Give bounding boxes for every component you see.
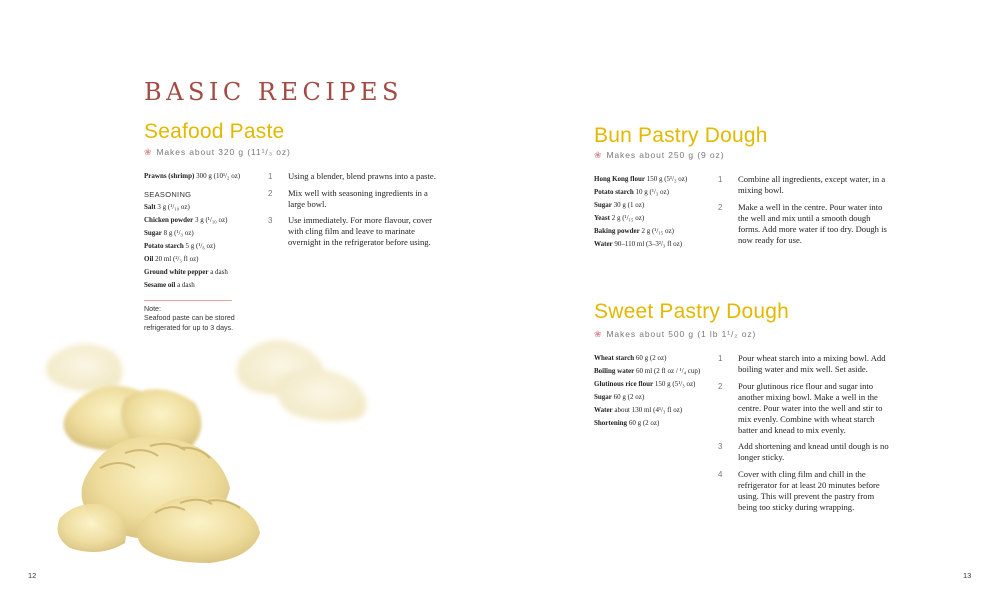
ingredient-quantity: 60 ml (2 fl oz / ¹/₄ cup) [634, 367, 701, 375]
ingredient-name: Salt [144, 203, 156, 211]
ingredient-name: Hong Kong flour [594, 175, 645, 183]
ingredient-quantity: 20 ml (²/₃ fl oz) [153, 255, 199, 263]
method-step [268, 215, 440, 248]
seasoning-label: SEASONING [144, 190, 192, 199]
ingredient-name: Boiling water [594, 367, 635, 375]
step-text: Using a blender, blend prawns into a paste. [288, 171, 436, 181]
ingredient-quantity: 60 g (2 oz) [634, 354, 667, 362]
ingredient-quantity: 150 g (5¹/₃ oz) [653, 380, 696, 388]
sweet-title: Sweet Pastry Dough [594, 300, 790, 323]
ingredient-item [594, 365, 716, 378]
method-step [718, 353, 890, 375]
step-text: Use immediately. For more flavour, cover with cling film and leave to marinate overnight in the refrigerator before using. [288, 215, 432, 247]
ingredient-item [594, 417, 716, 430]
bun-title: Bun Pastry Dough [594, 124, 768, 147]
step-text: Mix well with seasoning ingredients in a large bowl. [288, 187, 428, 209]
ingredient-quantity: about 130 ml (4¹/₃ fl oz) [612, 406, 683, 414]
ingredient-item [594, 186, 714, 199]
dumplings-photo [30, 318, 390, 578]
ingredient-item [594, 238, 714, 251]
ingredient-item [594, 225, 714, 238]
note-text: Seafood paste can be stored refrigerated for up to 3 days. [144, 314, 235, 332]
ingredient-item [144, 214, 264, 227]
step-text: Pour glutinous rice flour and sugar into another mixing bowl. Make a well in the centre. Pour water into the well and stir to mix evenly. Combine with wheat starch batter and knead to mix evenly. [738, 380, 883, 435]
ingredient-name: Sugar [594, 393, 612, 401]
seafood-makes: ❀ Makes about 320 g (11¹/₃ oz) [144, 147, 291, 157]
ingredient-item [144, 227, 264, 240]
ingredient-quantity: a dash [208, 268, 228, 276]
bun-makes: ❀ Makes about 250 g (9 oz) [594, 150, 725, 160]
ingredient-name: Sesame oil [144, 281, 176, 289]
flower-icon: ❀ [594, 150, 603, 160]
ingredient-quantity: 60 g (2 oz) [627, 419, 660, 427]
page-heading: BASIC RECIPES [144, 78, 403, 106]
step-number: 2 [718, 202, 723, 212]
step-number: 2 [268, 188, 273, 198]
ingredient-item [144, 240, 264, 253]
ingredient-item [144, 253, 264, 266]
note-title: Note: [144, 305, 161, 313]
ingredient-quantity: 5 g (¹/₆ oz) [183, 242, 216, 250]
ingredient-name: Potato starch [594, 188, 634, 196]
ingredient-quantity: 3 g (¹/₁₀ oz) [155, 203, 190, 211]
ingredient-quantity: 10 g (¹/₃ oz) [633, 188, 669, 196]
step-text: Add shortening and knead until dough is no longer sticky. [738, 441, 889, 462]
ingredient-item [594, 173, 714, 186]
step-number: 1 [268, 172, 273, 181]
ingredient-name: Yeast [594, 214, 610, 222]
ingredient-name: Oil [144, 255, 154, 263]
ingredient-quantity: 60 g (2 oz) [611, 393, 645, 401]
ingredient-name: Sugar [144, 229, 162, 237]
ingredient-item [594, 212, 714, 225]
step-number: 1 [718, 175, 723, 184]
ingredient-item [144, 170, 264, 183]
ingredient-quantity: 90–110 ml (3–3²/₃ fl oz) [612, 240, 683, 248]
sweet-makes: ❀ Makes about 500 g (1 lb 1¹/₂ oz) [594, 329, 757, 339]
ingredient-name: Water [594, 406, 613, 414]
ingredient-name: Ground white pepper [144, 268, 209, 276]
step-text: Cover with cling film and chill in the refrigerator for at least 20 minutes before using. This will prevent the pastry from being too sticky during wrapping. [738, 468, 880, 512]
flower-icon: ❀ [594, 329, 603, 339]
ingredient-quantity: 30 g (1 oz) [611, 201, 645, 209]
step-number: 1 [718, 354, 723, 363]
sweet-ingredients [594, 352, 716, 430]
step-number: 3 [268, 216, 273, 225]
ingredient-quantity: a dash [175, 281, 195, 289]
step-number: 2 [718, 381, 723, 391]
ingredient-item [144, 201, 264, 214]
bun-ingredients [594, 173, 714, 251]
ingredient-quantity: 150 g (5¹/₃ oz) [644, 175, 688, 183]
ingredient-item [594, 391, 716, 404]
ingredient-item [594, 199, 714, 212]
method-step [718, 469, 890, 513]
page-number-left: 12 [28, 571, 37, 580]
ingredient-item [594, 404, 716, 417]
ingredient-quantity: 2 g (¹/₁₅ oz) [609, 214, 645, 222]
ingredient-item [144, 266, 264, 279]
method-step [718, 441, 890, 463]
seafood-title: Seafood Paste [144, 120, 285, 143]
ingredient-item [594, 378, 716, 391]
ingredient-name: Water [594, 240, 613, 248]
method-step [718, 381, 890, 436]
page-number-right: 13 [963, 571, 972, 580]
ingredient-name: Prawns (shrimp) [144, 172, 195, 180]
step-text: Combine all ingredients, except water, in a mixing bowl. [738, 174, 886, 195]
step-number: 3 [718, 442, 723, 451]
step-text: Make a well in the centre. Pour water into the well and mix until a smooth dough forms. Add more water if too dry. Dough is now ready for use. [738, 201, 887, 245]
ingredient-name: Baking powder [594, 227, 640, 235]
step-text: Pour wheat starch into a mixing bowl. Add boiling water and mix well. Set aside. [738, 353, 886, 374]
sweet-steps [718, 353, 890, 518]
ingredient-item [594, 352, 716, 365]
method-step [268, 171, 440, 182]
ingredient-name: Glutinous rice flour [594, 380, 654, 388]
method-step [718, 202, 890, 246]
ingredient-name: Potato starch [144, 242, 184, 250]
method-step [268, 188, 440, 210]
ingredient-name: Shortening [594, 419, 628, 427]
note-divider [144, 300, 232, 301]
ingredient-name: Sugar [594, 201, 612, 209]
method-step [718, 174, 890, 196]
bun-steps [718, 174, 890, 251]
ingredient-name: Chicken powder [144, 216, 194, 224]
ingredient-quantity: 8 g (¹/₃ oz) [161, 229, 194, 237]
ingredient-name: Wheat starch [594, 354, 635, 362]
ingredient-quantity: 300 g (10¹/₂ oz) [194, 172, 241, 180]
flower-icon: ❀ [144, 147, 153, 157]
ingredient-quantity: 3 g (¹/₁₀ oz) [193, 216, 228, 224]
seafood-steps [268, 171, 440, 254]
seafood-ingredients [144, 170, 264, 292]
ingredient-quantity: 2 g (¹/₁₅ oz) [639, 227, 674, 235]
step-number: 4 [718, 469, 723, 479]
ingredient-item [144, 279, 264, 292]
